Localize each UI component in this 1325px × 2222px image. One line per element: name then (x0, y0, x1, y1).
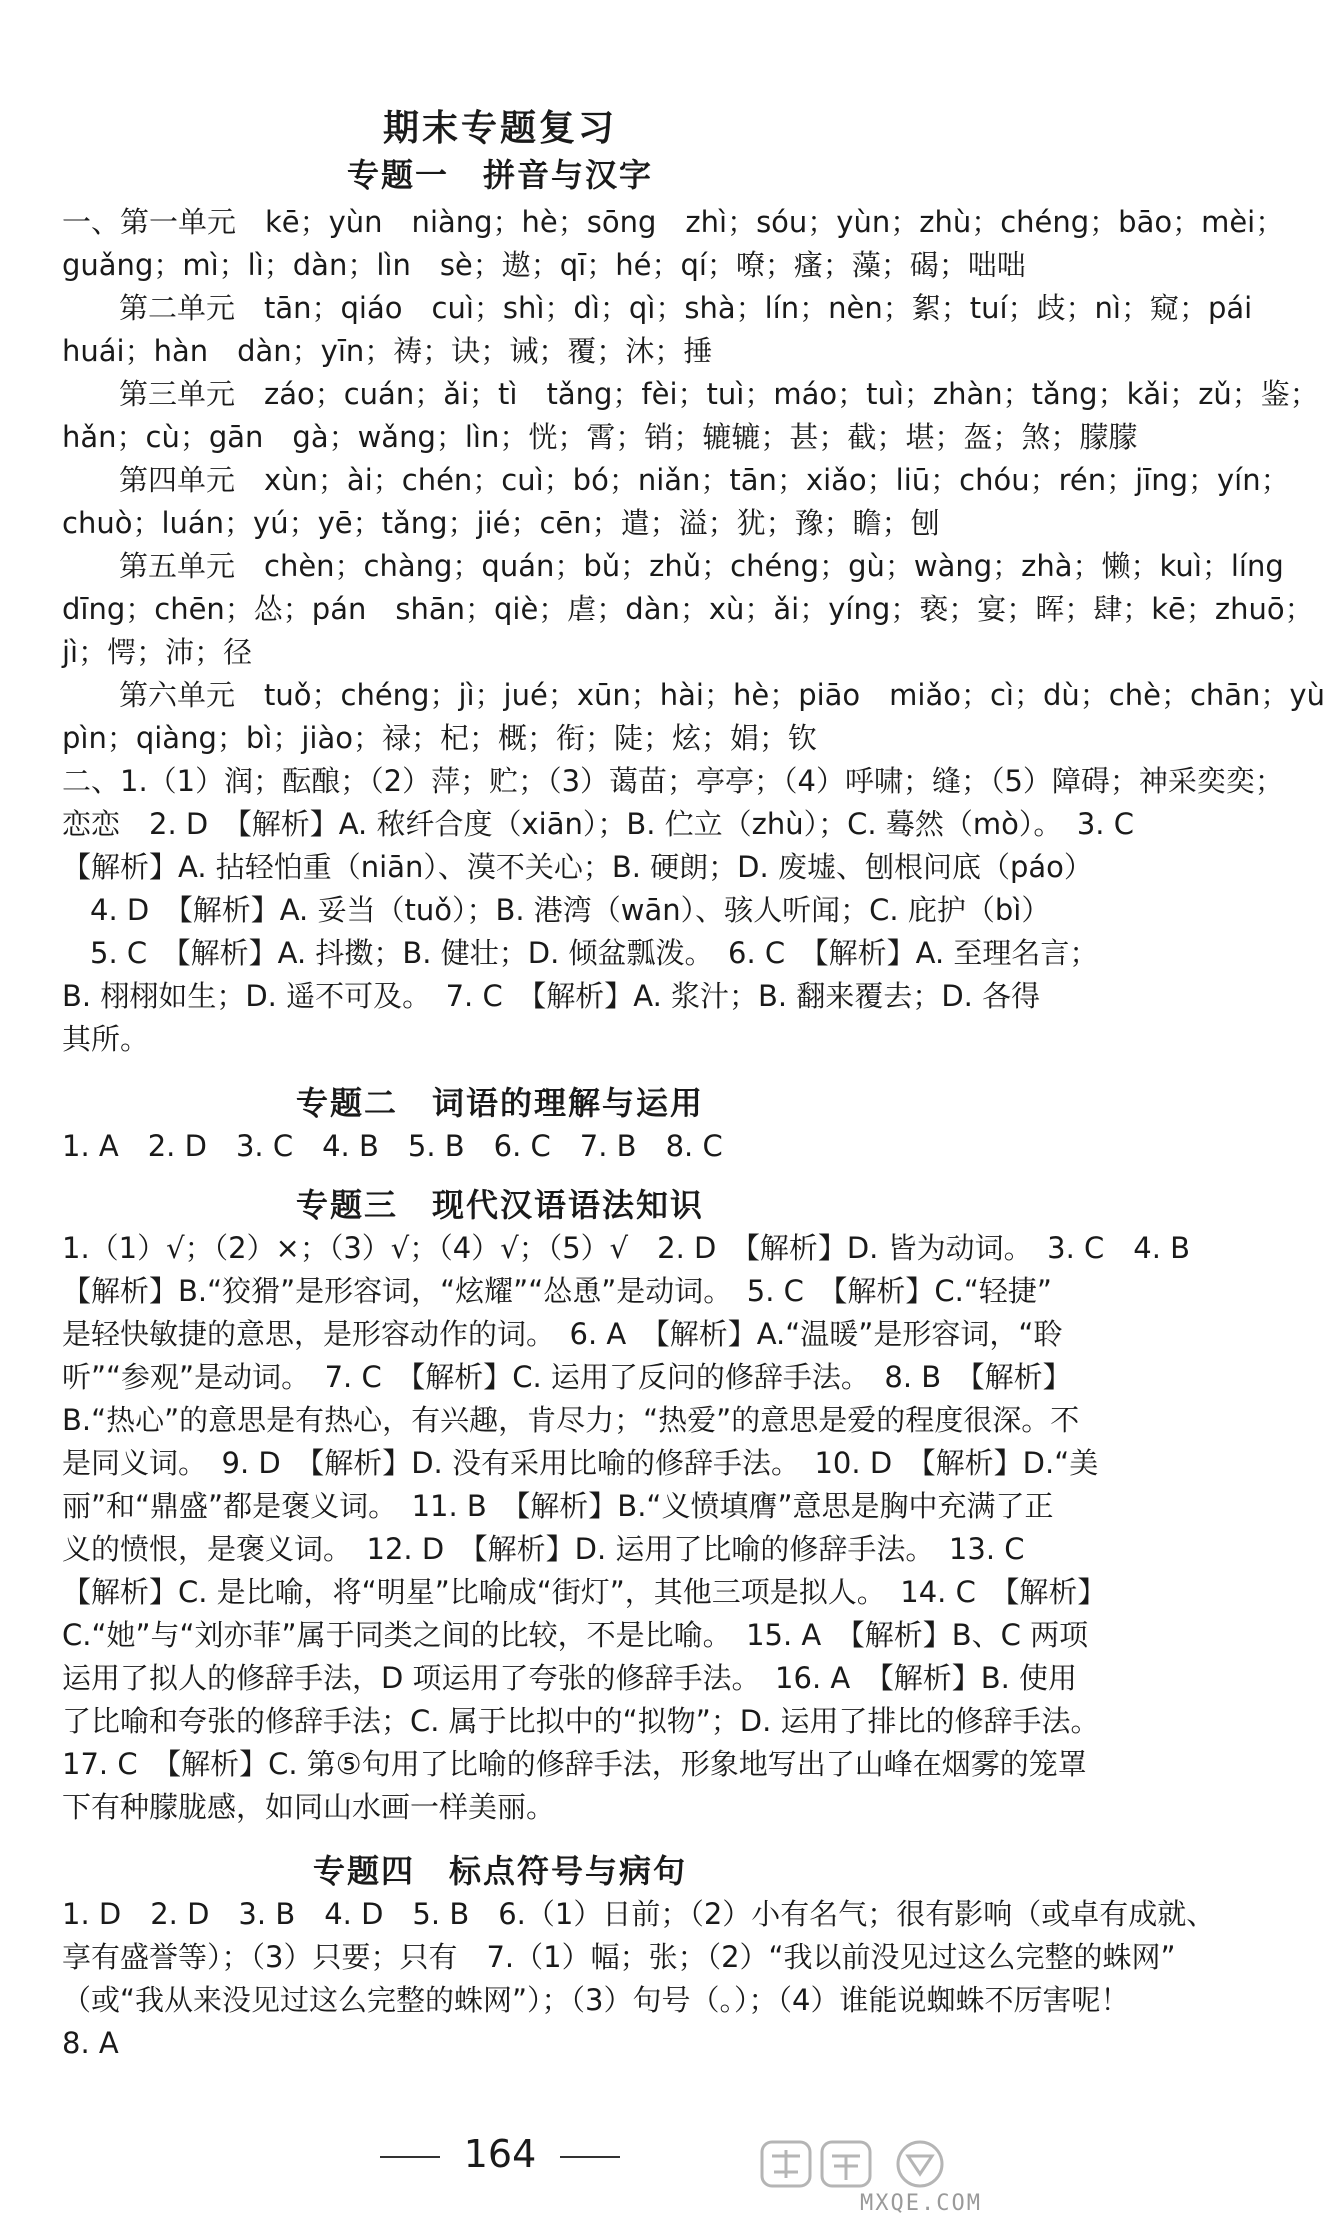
text-line: 第四单元 xùn；ài；chén；cuì；bó；niǎn；tān；xiǎo；liū；chóu；rén；jīng；yín； (90, 463, 1290, 497)
text-line: 第二单元 tān；qiáo cuì；shì；dì；qì；shà；lín；nèn；絮；tuí；歧；nì；窥；pái (90, 291, 1253, 325)
dash-right (560, 2156, 620, 2158)
text-line: 丽”和“鼎盛”都是褒义词。 11. B 【解析】B.“义愤填膺”意思是胸中充满了正 (62, 1489, 1054, 1523)
text-line: 二、1.（1）润；酝酿；（2）萍；贮；（3）蔼苗；亭亭；（4）呼啸；缝；（5）障碍；神采奕奕； (62, 764, 1284, 798)
section-title-2: 专题二 词语的理解与运用 (295, 1084, 704, 1122)
text-line: 1.（1）√；（2）×；（3）√；（4）√；（5）√ 2. D 【解析】D. 皆为动词。 3. C 4. B (62, 1231, 1191, 1265)
page-title: 期末专题复习 (382, 108, 617, 149)
section-title-4: 专题四 标点符号与病句 (312, 1852, 687, 1890)
text-line: C.“她”与“刘亦菲”属于同类之间的比较，不是比喻。 15. A 【解析】B、C 两项 (62, 1618, 1089, 1652)
section-title-3: 专题三 现代汉语语法知识 (295, 1186, 704, 1224)
text-line: 义的愤恨，是褒义词。 12. D 【解析】D. 运用了比喻的修辞手法。 13. C (62, 1532, 1025, 1566)
page-number-text: 164 (463, 2132, 537, 2176)
text-line: 8. A (62, 2026, 119, 2060)
watermark-icon (742, 2136, 992, 2196)
dash-left (380, 2156, 440, 2158)
text-line: pìn；qiàng；bì；jiào；禄；杞；概；衔；陡；炫；娟；钦 (62, 721, 817, 755)
text-line: 了比喻和夸张的修辞手法；C. 属于比拟中的“拟物”；D. 运用了排比的修辞手法。 (62, 1704, 1100, 1738)
text-line: dīng；chēn；怂；pán shān；qiè；虐；dàn；xù；ǎi；yíng；亵；宴；晖；肆；kē；zhuō； (62, 592, 1314, 626)
text-line: 是轻快敏捷的意思，是形容动作的词。 6. A 【解析】A.“温暖”是形容词，“聆 (62, 1317, 1063, 1351)
text-line: hǎn；cù；gān gà；wǎng；lìn；恍；霄；销；辘辘；甚；截；堪；盔；煞；朦朦 (62, 420, 1138, 454)
text-line: jì；愕；沛；径 (62, 635, 253, 669)
text-line: 下有种朦胧感，如同山水画一样美丽。 (62, 1790, 556, 1824)
watermark-logo (742, 2136, 992, 2216)
text-line: 运用了拟人的修辞手法，D 项运用了夸张的修辞手法。 16. A 【解析】B. 使用 (62, 1661, 1078, 1695)
text-line: 17. C 【解析】C. 第⑤句用了比喻的修辞手法，形象地写出了山峰在烟雾的笼罩 (62, 1747, 1087, 1781)
text-line: 1. A 2. D 3. C 4. B 5. B 6. C 7. B 8. C (62, 1129, 723, 1163)
text-line: 【解析】B.“狡猾”是形容词，“炫耀”“怂恿”是动词。 5. C 【解析】C.“轻捷” (62, 1274, 1052, 1308)
text-line: 其所。 (62, 1022, 150, 1056)
text-line: 第六单元 tuǒ；chéng；jì；jué；xūn；hài；hè；piāo miǎo；cì；dù；chè；chān；yù (90, 678, 1325, 712)
text-line: 第五单元 chèn；chàng；quán；bǔ；zhǔ；chéng；gù；wàng；zhà；懒；kuì；líng (90, 549, 1284, 583)
text-line: huái；hàn dàn；yīn；祷；诀；诫；覆；沐；捶 (62, 334, 713, 368)
text-line: 4. D 【解析】A. 妥当（tuǒ）；B. 港湾（wān）、骇人听闻；C. 庇护（bì） (90, 893, 1051, 927)
text-line: 1. D 2. D 3. B 4. D 5. B 6.（1）日前；（2）小有名气；很有影响（或卓有成就、 (62, 1897, 1216, 1931)
text-line: 听”“参观”是动词。 7. C 【解析】C. 运用了反问的修辞手法。 8. B 【解析】 (62, 1360, 1072, 1394)
text-line: 享有盛誉等）；（3）只要；只有 7.（1）幅；张；（2）“我以前没见过这么完整的蛛网” (62, 1940, 1176, 1974)
text-line: B. 栩栩如生；D. 遥不可及。 7. C 【解析】A. 浆汁；B. 翻来覆去；D. 各得 (62, 979, 1041, 1013)
watermark-text: MXQE.COM (860, 2191, 982, 2216)
text-line: chuò；luán；yú；yē；tǎng；jié；cēn；遣；溢；犹；豫；瞻；刨 (62, 506, 940, 540)
text-line: 恋恋 2. D 【解析】A. 秾纤合度（xiān）；B. 伫立（zhù）；C. 蓦然（mò）。 3. C (62, 807, 1134, 841)
text-line: guǎng；mì；lì；dàn；lìn sè；遨；qī；hé；qí；嘹；瘙；藻；碣；咄咄 (62, 248, 1026, 282)
text-line: 5. C 【解析】A. 抖擞；B. 健壮；D. 倾盆瓢泼。 6. C 【解析】A. 至理名言； (90, 936, 1099, 970)
text-line: 一、第一单元 kē；yùn niàng；hè；sōng zhì；sóu；yùn；zhù；chéng；bāo；mèi； (62, 205, 1285, 239)
text-line: 第三单元 záo；cuán；ǎi；tì tǎng；fèi；tuì；máo；tuì；zhàn；tǎng；kǎi；zǔ；鉴； (90, 377, 1319, 411)
section-title-1: 专题一 拼音与汉字 (346, 156, 653, 194)
text-line: 是同义词。 9. D 【解析】D. 没有采用比喻的修辞手法。 10. D 【解析】D.“美 (62, 1446, 1099, 1480)
text-line: （或“我从来没见过这么完整的蛛网”）；（3）句号（。）；（4）谁能说蜘蛛不厉害呢！ (62, 1983, 1130, 2017)
text-line: B.“热心”的意思是有热心，有兴趣，肯尽力；“热爱”的意思是爱的程度很深。不 (62, 1403, 1080, 1437)
text-line: 【解析】A. 拈轻怕重（niān）、漠不关心；B. 硬朗；D. 废墟、刨根问底（páo） (62, 850, 1093, 884)
text-line: 【解析】C. 是比喻，将“明星”比喻成“街灯”，其他三项是拟人。 14. C 【解析】 (62, 1575, 1107, 1609)
